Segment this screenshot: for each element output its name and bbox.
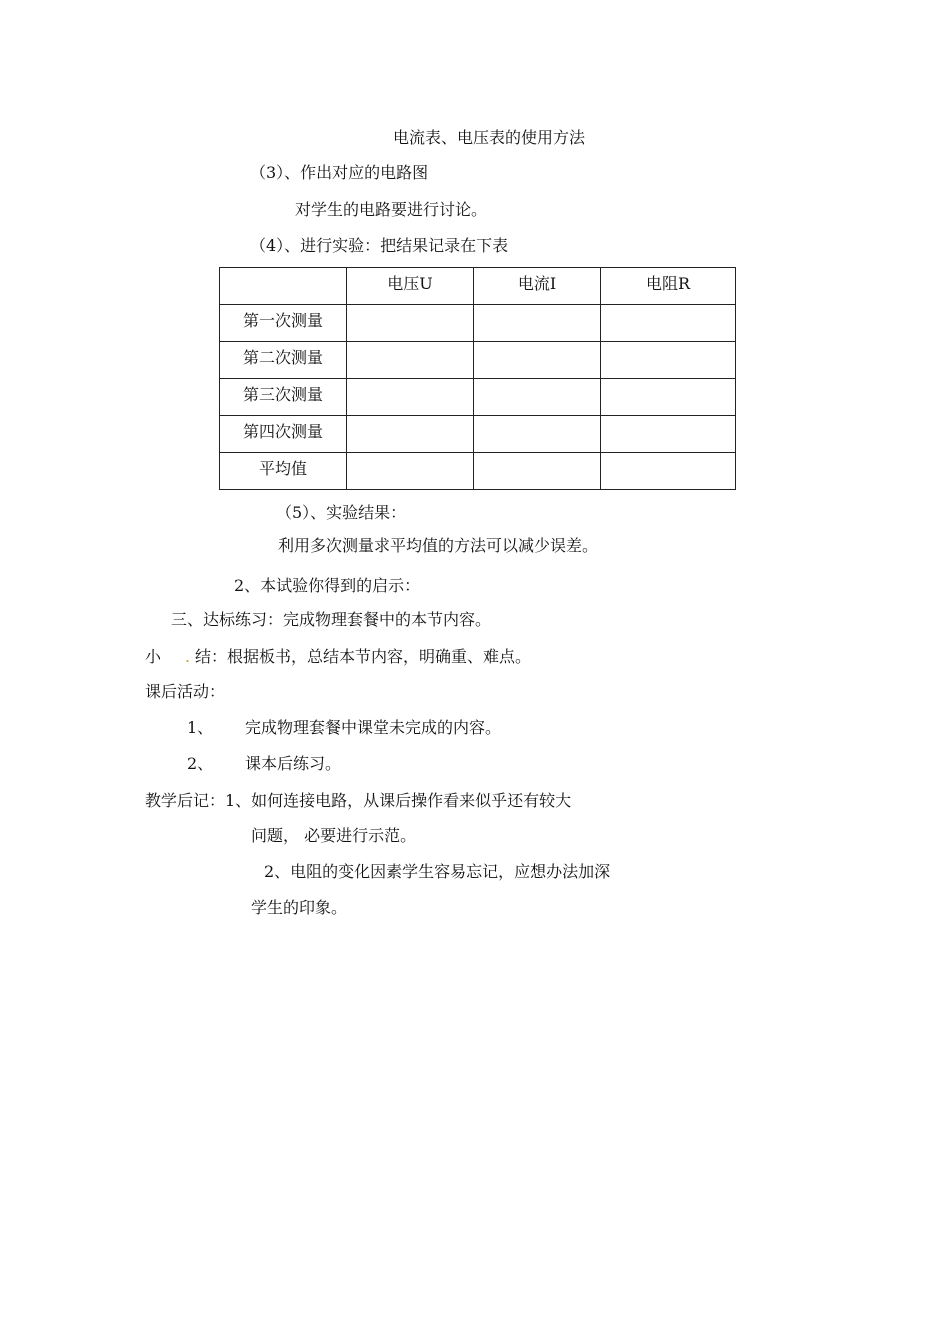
- table-header-resistance: 电阻R: [601, 268, 736, 305]
- insight-line: 2、本试验你得到的启示：: [234, 576, 421, 595]
- step4-heading: （4）、进行实验：把结果记录在下表: [250, 236, 509, 255]
- table-row: [220, 305, 736, 342]
- list-item-text: 完成物理套餐中课堂未完成的内容。: [245, 718, 502, 737]
- table-cell: [347, 379, 474, 416]
- table-cell: [601, 342, 736, 379]
- row-label: 第三次测量: [220, 379, 347, 416]
- step5-heading: （5）、实验结果：: [276, 503, 407, 522]
- table-header-row: [220, 268, 736, 305]
- table-row: [220, 342, 736, 379]
- table-row: [220, 416, 736, 453]
- summary-label: 小: [145, 647, 162, 666]
- row-label: 第一次测量: [220, 305, 347, 342]
- row-label: 第二次测量: [220, 342, 347, 379]
- table-cell: [474, 379, 601, 416]
- table-header-cell: [220, 268, 347, 305]
- table-cell: [347, 342, 474, 379]
- measurement-table: [219, 267, 736, 490]
- table-header-voltage: 电压U: [347, 268, 474, 305]
- summary-text: 结：根据板书，总结本节内容，明确重、难点。: [195, 647, 532, 666]
- step3-note: 对学生的电路要进行讨论。: [295, 200, 488, 219]
- row-label: 平均值: [220, 453, 347, 490]
- table-row: [220, 379, 736, 416]
- table-cell: [474, 305, 601, 342]
- list-item-number: 1、: [187, 718, 214, 737]
- step5-note: 利用多次测量求平均值的方法可以减少误差。: [278, 536, 599, 555]
- table-cell: [347, 416, 474, 453]
- reflection-line: 学生的印象。: [251, 898, 348, 917]
- table-row: [220, 453, 736, 490]
- table-cell: [347, 453, 474, 490]
- row-label: 第四次测量: [220, 416, 347, 453]
- table-cell: [474, 416, 601, 453]
- practice-line: 三、达标练习：完成物理套餐中的本节内容。: [171, 610, 492, 629]
- table-cell: [347, 305, 474, 342]
- table-cell: [474, 342, 601, 379]
- list-item-text: 课本后练习。: [245, 754, 342, 773]
- step3-heading: （3）、作出对应的电路图: [250, 163, 429, 182]
- dot-mark: .: [185, 647, 191, 666]
- document-title: 电流表、电压表的使用方法: [393, 128, 586, 147]
- list-item-number: 2、: [187, 754, 214, 773]
- after-class-label: 课后活动：: [145, 682, 226, 701]
- reflection-line: 教学后记：1、如何连接电路，从课后操作看来似乎还有较大: [145, 791, 572, 810]
- table-cell: [601, 379, 736, 416]
- reflection-line: 2、电阻的变化因素学生容易忘记，应想办法加深: [264, 862, 611, 881]
- reflection-line: 问题， 必要进行示范。: [251, 826, 417, 845]
- table-cell: [474, 453, 601, 490]
- table-cell: [601, 453, 736, 490]
- table-cell: [601, 305, 736, 342]
- table-cell: [601, 416, 736, 453]
- table-header-current: 电流I: [474, 268, 601, 305]
